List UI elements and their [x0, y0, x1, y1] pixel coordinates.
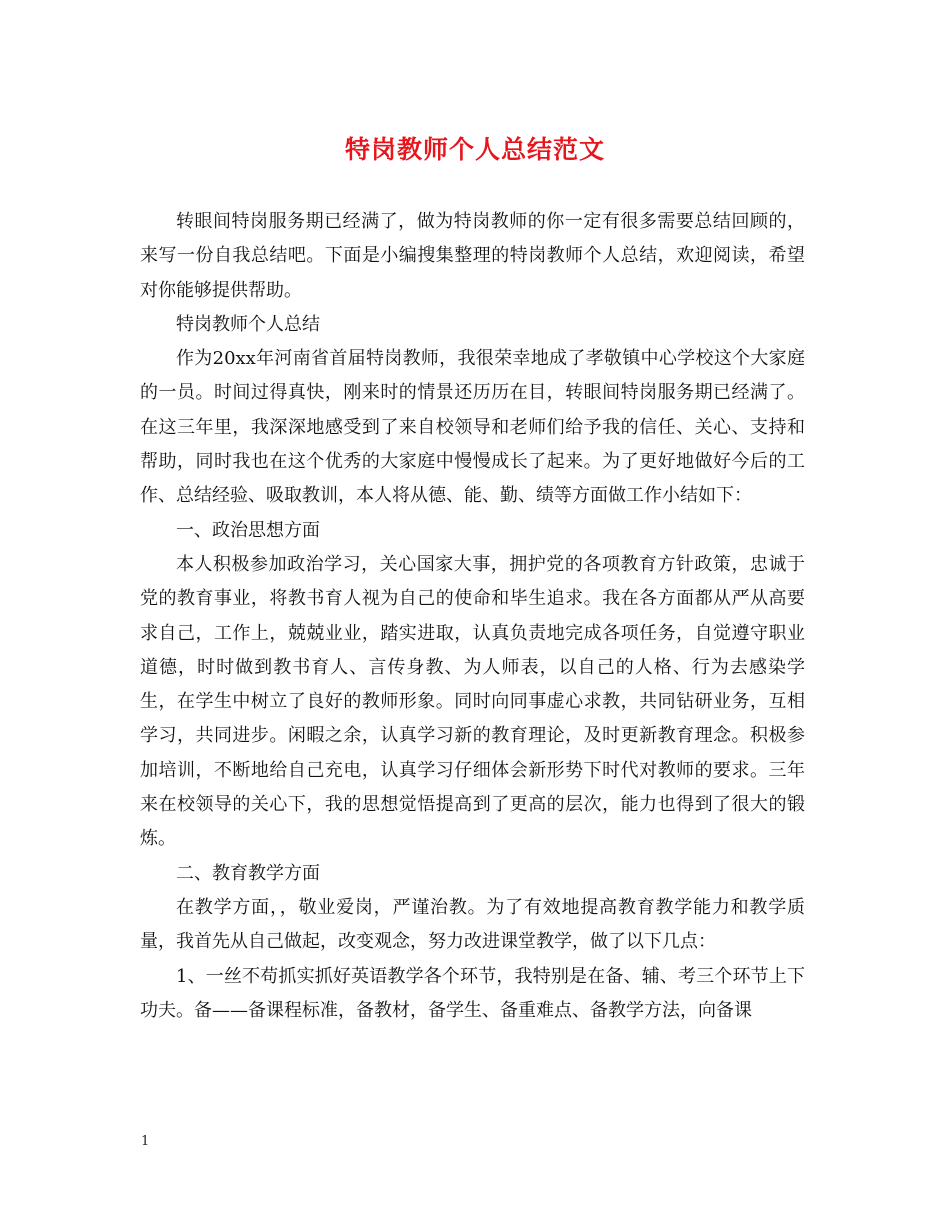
- section-heading-teaching: 二、教育教学方面: [176, 862, 320, 884]
- section-heading: 特岗教师个人总结: [176, 313, 320, 335]
- body-paragraph: 1、一丝不苟抓实抓好英语教学各个环节，我特别是在备、辅、考三个环节上下功夫。备——备课程标准，备教材，备学生、备重难点、备教学方法，向备课: [140, 965, 805, 1021]
- body-paragraph: 作为20xx年河南省首届特岗教师，我很荣幸地成了孝敬镇中心学校这个大家庭的一员。时间过得真快，刚来时的情景还历历在目，转眼间特岗服务期已经满了。在这三年里，我深深地感受到了来自校领导和老师们给予我的信任、关心、支持和帮助，同时我也在这个优秀的大家庭中慢慢成长了起来。为了更好地做好今后的工作、总结经验、吸取教训，本人将从德、能、勤、绩等方面做工作小结如下：: [140, 348, 805, 507]
- document-title: 特岗教师个人总结范文: [344, 135, 605, 164]
- section-heading-political: 一、政治思想方面: [176, 519, 320, 541]
- body-paragraph: 本人积极参加政治学习，关心国家大事，拥护党的各项教育方针政策，忠诚于党的教育事业，将教书育人视为自己的使命和毕生追求。我在各方面都从严从高要求自己，工作上，兢兢业业，踏实进取，认真负责地完成各项任务，自觉遵守职业道德，时时做到教书育人、言传身教、为人师表，以自己的人格、行为去感染学生，在学生中树立了良好的教师形象。同时向同事虚心求教，共同钻研业务，互相学习，共同进步。闲暇之余，认真学习新的教育理论，及时更新教育理念。积极参加培训，不断地给自己充电，认真学习仔细体会新形势下时代对教师的要求。三年来在校领导的关心下，我的思想觉悟提高到了更高的层次，能力也得到了很大的锻炼。: [140, 553, 805, 850]
- intro-paragraph: 转眼间特岗服务期已经满了，做为特岗教师的你一定有很多需要总结回顾的，来写一份自我总结吧。下面是小编搜集整理的特岗教师个人总结，欢迎阅读，希望对你能够提供帮助。: [140, 211, 805, 301]
- page-number: 1: [141, 1134, 150, 1149]
- document-body: [140, 205, 805, 1028]
- body-paragraph: 在教学方面，，敬业爱岗，严谨治教。为了有效地提高教育教学能力和教学质量，我首先从自己做起，改变观念，努力改进课堂教学，做了以下几点：: [140, 896, 805, 953]
